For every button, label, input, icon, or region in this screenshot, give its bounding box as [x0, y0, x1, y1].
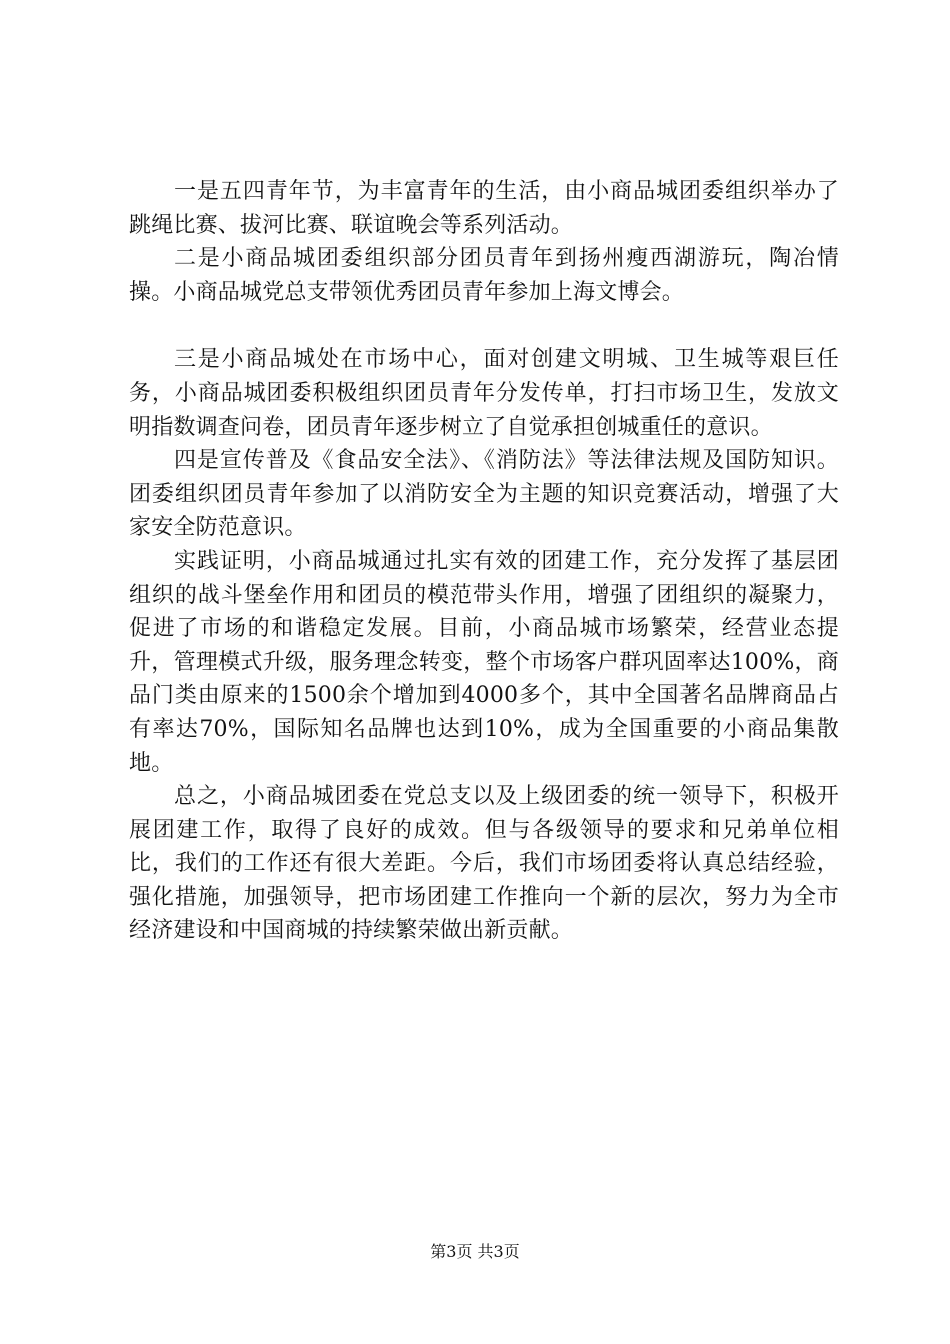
paragraph-conclusion: 总之，小商品城团委在党总支以及上级团委的统一领导下，积极开展团建工作，取得了良好的成效。但与各级领导的要求和兄弟单位相比，我们的工作还有很大差距。今后，我们市场团委将认真总结经验，强化措施，加强领导，把市场团建工作推向一个新的层次，努力为全市经济建设和中国商城的持续繁荣做出新贡献。 [129, 784, 839, 944]
paragraph-youth-day-activities: 一是五四青年节，为丰富青年的生活，由小商品城团委组织举办了跳绳比赛、拔河比赛、联谊晚会等系列活动。 [129, 179, 839, 238]
document-body [129, 175, 839, 948]
paragraph-trip-and-expo: 二是小商品城团委组织部分团员青年到扬州瘦西湖游玩，陶冶情操。小商品城党总支带领优秀团员青年参加上海文博会。 [129, 246, 839, 305]
paragraph-law-publicity: 四是宣传普及《食品安全法》、《消防法》等法律法规及国防知识。团委组织团员青年参加了以消防安全为主题的知识竞赛活动，增强了大家安全防范意识。 [129, 448, 839, 541]
paragraph-civilized-city: 三是小商品城处在市场中心，面对创建文明城、卫生城等艰巨任务，小商品城团委积极组织团员青年分发传单，打扫市场卫生，发放文明指数调查问卷，团员青年逐步树立了自觉承担创城重任的意识。 [129, 347, 839, 440]
paragraph-practice-results: 实践证明，小商品城通过扎实有效的团建工作，充分发挥了基层团组织的战斗堡垒作用和团员的模范带头作用，增强了团组织的凝聚力，促进了市场的和谐稳定发展。目前，小商品城市场繁荣，经营业态提升，管理模式升级，服务理念转变，整个市场客户群巩固率达100%，商品门类由原来的1500余个增加到4000多个，其中全国著名品牌商品占有率达70%，国际知名品牌也达到10%，成为全国重要的小商品集散地。 [129, 548, 839, 776]
page-number-footer: 第3页 共3页 [430, 1242, 520, 1261]
